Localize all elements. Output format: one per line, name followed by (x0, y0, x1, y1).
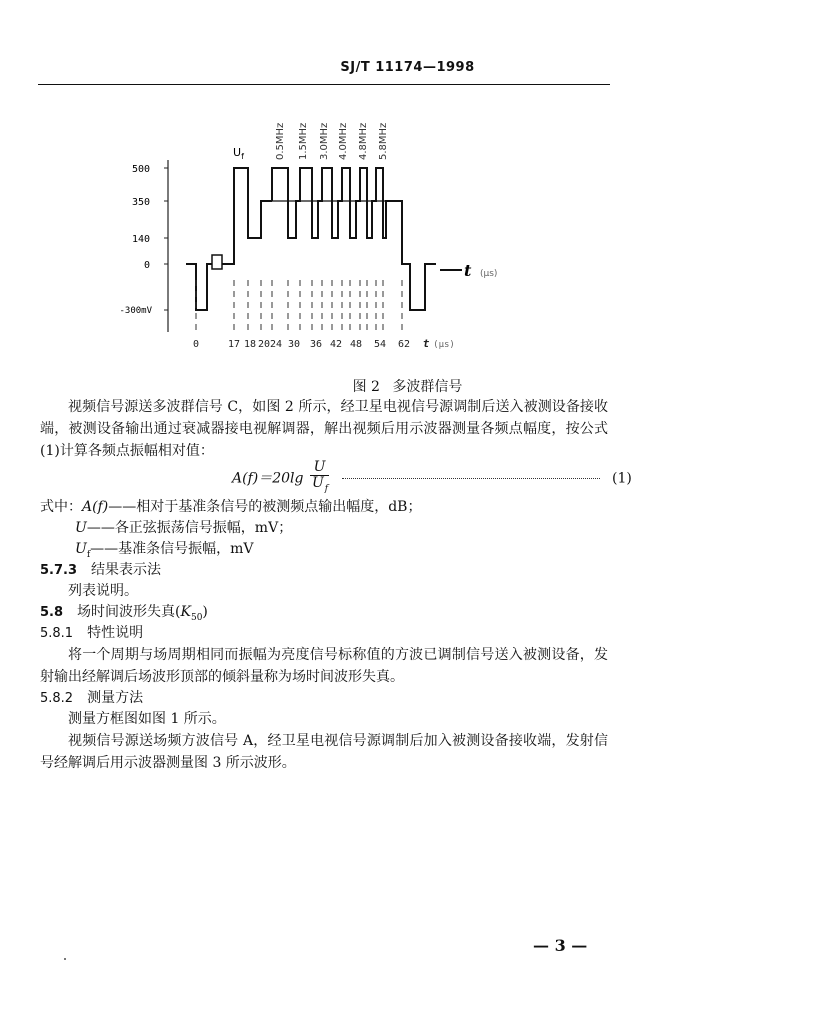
x-tick-label: 24 (269, 339, 283, 350)
x-tick-label: 18 (243, 339, 257, 350)
section-5-7-3-text: 列表说明。 (68, 583, 138, 599)
section-5-8-heading: 5.8 场时间波形失真$(K_{50})$ (40, 604, 208, 623)
y-tick-label: 140 (131, 234, 150, 245)
formula-denominator: $U_f$ (311, 475, 329, 494)
x-tick-label: 48 (349, 339, 363, 350)
section-5-8-1-text: 将一个周期与场周期相同而振幅为亮度信号标称值的方波已调制信号送入被测设备，发射输出经解调后场波形顶部的倾斜量称为场时间波形失真。 (40, 647, 608, 685)
formula-number: (1) (612, 470, 632, 487)
sync-marker (212, 255, 222, 269)
t-axis-label: t (464, 261, 472, 280)
frequency-labels (275, 123, 389, 160)
definition-uf: $U_f——$基准条信号振幅，mV (75, 541, 254, 560)
x-tick-label: t (422, 337, 430, 350)
section-5-7-3-heading: 5.7.3 结果表示法 (40, 562, 162, 578)
y-tick-label: -300mV (119, 306, 152, 316)
figure-title: 多波群信号 (392, 379, 463, 395)
x-tick-label: 62 (397, 339, 411, 350)
document-code: SJ/T 11174—1998 (340, 60, 475, 75)
formula-lhs: A(f)＝20lg (232, 470, 304, 487)
frequency-label: 5.8MHz (378, 122, 389, 160)
x-tick-label: 17 (227, 339, 241, 350)
x-tick-label: (μs) (433, 340, 455, 350)
definition-u: U——各正弦振荡信号振幅，mV； (75, 520, 293, 536)
time-guides (196, 280, 402, 334)
uf-label: $U_f$ (233, 146, 244, 161)
page-number: — 3 — (533, 936, 588, 955)
burst-packets (272, 168, 390, 238)
definition-a-f: 式中：A(f)——相对于基准条信号的被测频点输出幅度，dB； (40, 499, 422, 515)
frequency-label: 1.5MHz (298, 122, 309, 160)
x-tick-label: 42 (329, 339, 343, 350)
multiburst-figure (0, 110, 815, 372)
y-tick-label: 350 (131, 197, 150, 208)
figure-number: 图 2 (352, 379, 380, 395)
x-tick-label: 0 (192, 339, 200, 350)
x-axis-labels (193, 337, 455, 350)
paragraph-multiburst: 视频信号源送多波群信号 C，如图 2 所示，经卫星电视信号源调制后送入被测设备接收端，被测设备输出通过衰减器接电视解调器，解出视频后用示波器测量各频点幅度，按公式(1)计算各频点振幅相对值： (40, 399, 608, 459)
x-tick-label: 54 (373, 339, 387, 350)
formula-numerator: U (310, 460, 329, 476)
figure-caption (0, 376, 815, 396)
header-rule (38, 84, 610, 85)
formula-fraction (310, 460, 329, 497)
frequency-label: 4.0MHz (338, 122, 349, 160)
x-tick-label: 36 (309, 339, 323, 350)
section-5-8-1-heading: 5.8.1 特性说明 (40, 625, 144, 641)
formula-leader-dots (342, 478, 600, 479)
section-5-8-2-text-b: 视频信号源送场频方波信号 A，经卫星电视信号源调制后加入被测设备接收端，发射信号经解调后用示波器测量图 3 所示波形。 (40, 733, 608, 771)
t-axis-unit: (μs) (480, 269, 498, 279)
y-axis (119, 160, 168, 332)
y-tick-label: 0 (143, 260, 150, 271)
x-tick-label: 20 (257, 339, 271, 350)
frequency-label: 0.5MHz (275, 122, 286, 160)
y-tick-label: 500 (131, 164, 150, 175)
frequency-label: 3.0MHz (319, 122, 330, 160)
scan-speck (64, 958, 66, 960)
section-5-8-2-text-a: 测量方框图如图 1 所示。 (68, 711, 226, 727)
formula-1 (232, 460, 632, 497)
x-tick-label: 30 (287, 339, 301, 350)
section-5-8-2-heading: 5.8.2 测量方法 (40, 690, 144, 706)
frequency-label: 4.8MHz (358, 122, 369, 160)
